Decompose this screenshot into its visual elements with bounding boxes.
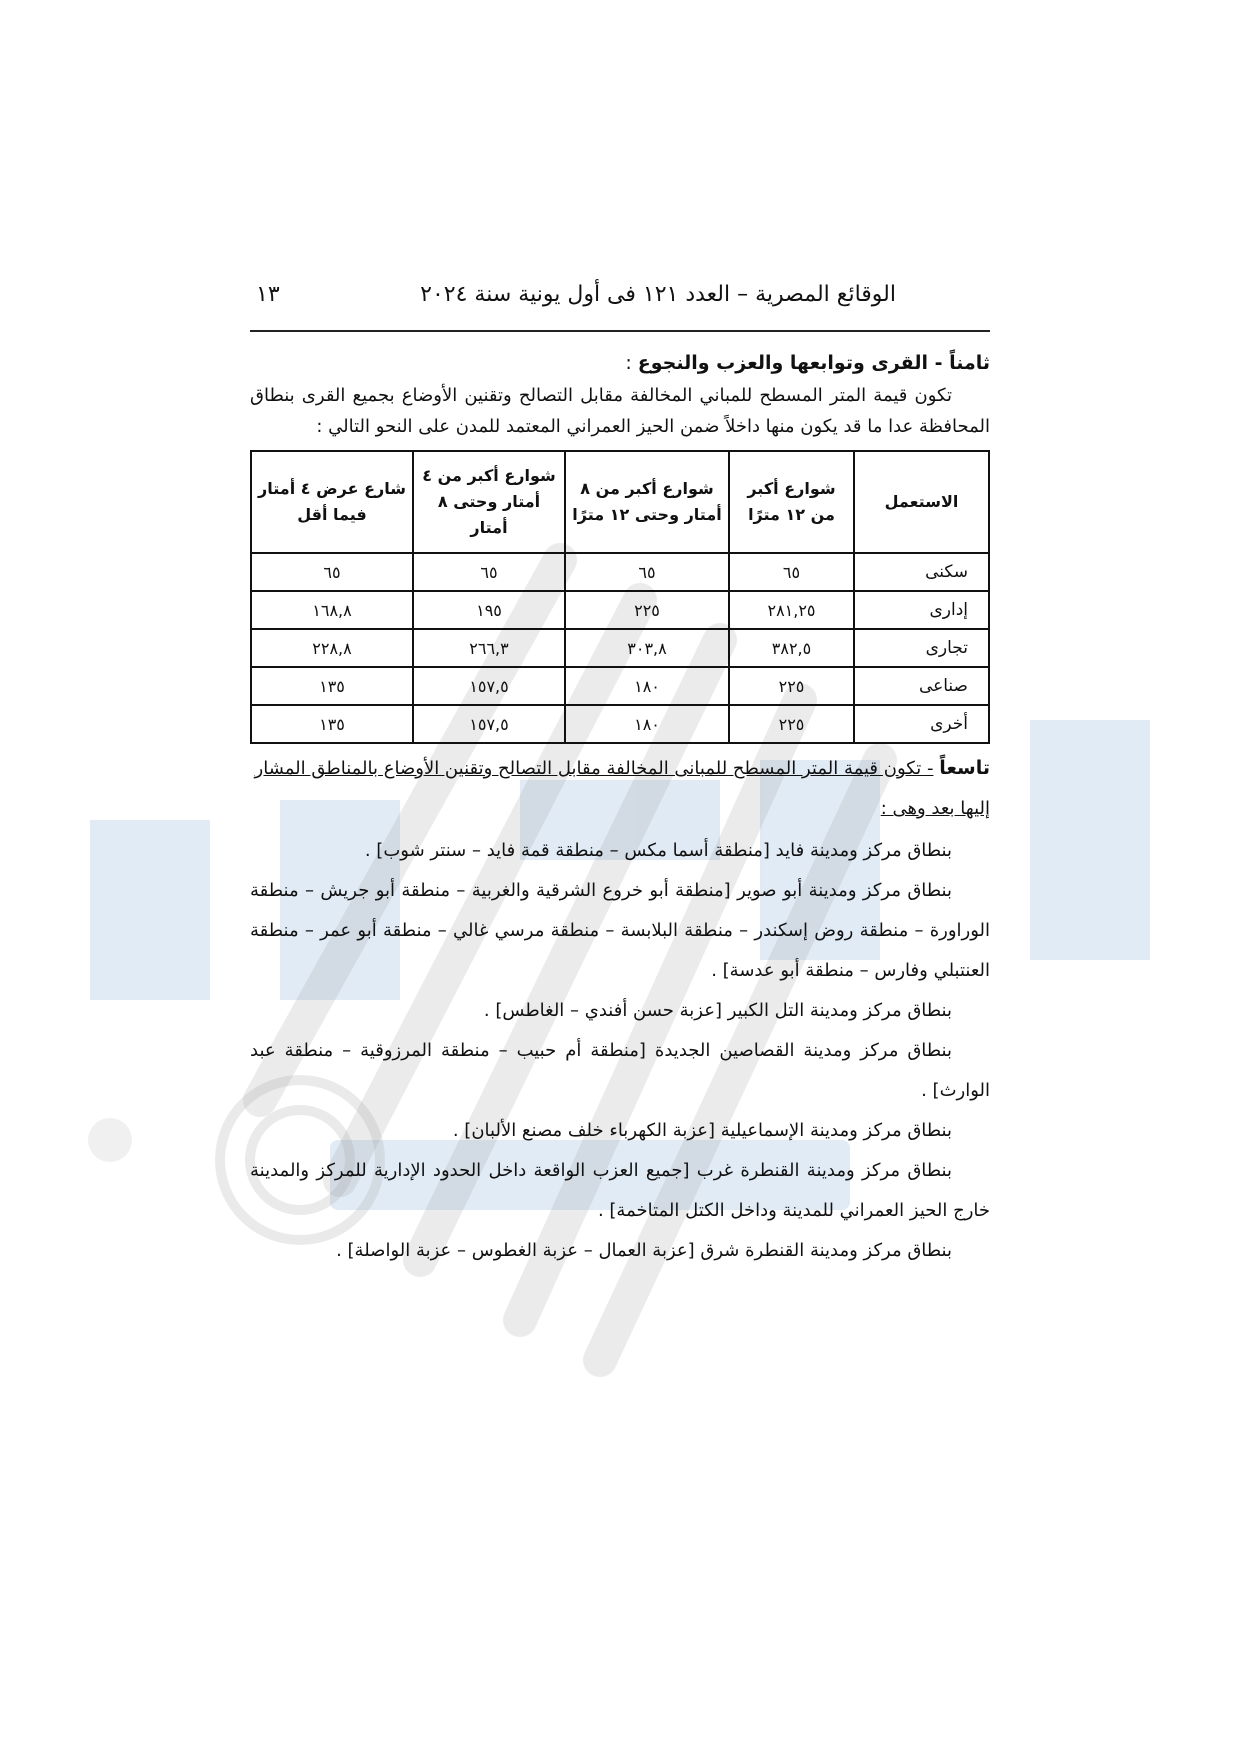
table-cell: ٣٠٣,٨ xyxy=(565,629,729,667)
list-item: بنطاق مركز ومدينة أبو صوير [منطقة أبو خروع الشرقية والغربية – منطقة أبو جريش – منطقة الوراورة – منطقة روض إسكندر – منطقة البلابسة – منطقة مرسي غالي – منطقة أبو عمر – منطقة العنتبلي وفارس – منطقة أبو عدسة] . xyxy=(250,880,990,981)
section-eight-title-suffix: : xyxy=(625,352,638,374)
table-cell: ٢٢٨,٨ xyxy=(251,629,413,667)
table-cell: ١٣٥ xyxy=(251,705,413,743)
table-row xyxy=(251,591,989,629)
table-cell-usage: تجارى xyxy=(854,629,989,667)
column-header-over-12m: شوارع أكبر من ١٢ مترًا xyxy=(729,451,854,553)
table-row xyxy=(251,667,989,705)
document-page xyxy=(250,278,990,1271)
table-cell: ٦٥ xyxy=(729,553,854,591)
list-item: بنطاق مركز ومدينة القنطرة غرب [جميع العزب الواقعة داخل الحدود الإدارية للمركز والمدينة خارج الحيز العمراني للمدينة وداخل الكتل المتاخمة] . xyxy=(250,1160,990,1221)
table-cell: ١٥٧,٥ xyxy=(413,667,565,705)
column-header-4m-or-less: شارع عرض ٤ أمتار فيما أقل xyxy=(251,451,413,553)
column-header-8-to-12m: شوارع أكبر من ٨ أمتار وحتى ١٢ مترًا xyxy=(565,451,729,553)
table-cell: ٢٨١,٢٥ xyxy=(729,591,854,629)
table-cell: ١٨٠ xyxy=(565,705,729,743)
price-table xyxy=(250,450,990,744)
column-header-4-to-8m: شوارع أكبر من ٤ أمتار وحتى ٨ أمتار xyxy=(413,451,565,553)
table-cell: ٢٢٥ xyxy=(565,591,729,629)
section-eight-paragraph: تكون قيمة المتر المسطح للمباني المخالفة مقابل التصالح وتقنين الأوضاع بجميع القرى بنطاق المحافظة عدا ما قد يكون منها داخلاً ضمن الحيز العمراني المعتمد للمدن على النحو التالي : xyxy=(250,385,990,437)
page-header xyxy=(250,278,990,332)
table-row xyxy=(251,553,989,591)
table-cell: ٢٢٥ xyxy=(729,667,854,705)
table-cell: ٦٥ xyxy=(413,553,565,591)
section-eight-heading xyxy=(250,352,990,374)
table-cell-usage: إدارى xyxy=(854,591,989,629)
table-cell: ١٨٠ xyxy=(565,667,729,705)
list-item: بنطاق مركز ومدينة القصاصين الجديدة [منطقة أم حبيب – منطقة المرزوقية – منطقة عبد الوارث] . xyxy=(250,1040,990,1101)
table-row xyxy=(251,705,989,743)
table-cell: ٦٥ xyxy=(565,553,729,591)
table-cell: ٢٢٥ xyxy=(729,705,854,743)
table-cell-usage: أخرى xyxy=(854,705,989,743)
table-cell-usage: سكنى xyxy=(854,553,989,591)
table-cell: ١٣٥ xyxy=(251,667,413,705)
list-item: بنطاق مركز ومدينة فايد [منطقة أسما مكس – منطقة قمة فايد – سنتر شوب] . xyxy=(364,840,952,861)
list-item: بنطاق مركز ومدينة القنطرة شرق [عزبة العمال – عزبة الغطوس – عزبة الواصلة] . xyxy=(336,1240,952,1261)
table-cell: ١٦٨,٨ xyxy=(251,591,413,629)
list-item: بنطاق مركز ومدينة التل الكبير [عزبة حسن أفندي – الغاطس] . xyxy=(483,1000,952,1021)
table-cell: ١٩٥ xyxy=(413,591,565,629)
list-item: بنطاق مركز ومدينة الإسماعيلية [عزبة الكهرباء خلف مصنع الألبان] . xyxy=(452,1120,952,1141)
table-cell: ١٥٧,٥ xyxy=(413,705,565,743)
table-cell: ٦٥ xyxy=(251,553,413,591)
page-number: ١٣ xyxy=(256,282,280,307)
table-cell: ٢٦٦,٣ xyxy=(413,629,565,667)
table-cell-usage: صناعى xyxy=(854,667,989,705)
section-nine-text: - تكون قيمة المتر المسطح للمبانى المخالفة مقابل التصالح وتقنين الأوضاع بالمناطق المشار إليها بعد وهى : xyxy=(254,758,990,819)
areas-list xyxy=(250,831,990,1271)
table-row xyxy=(251,629,989,667)
table-header-row xyxy=(251,451,989,553)
column-header-usage: الاستعمل xyxy=(854,451,989,553)
section-nine-label: تاسعاً xyxy=(939,757,990,779)
gazette-title: الوقائع المصرية – العدد ١٢١ فى أول يونية سنة ٢٠٢٤ xyxy=(420,282,896,307)
table-cell: ٣٨٢,٥ xyxy=(729,629,854,667)
section-eight-title: ثامناً - القرى وتوابعها والعزب والنجوع xyxy=(637,352,990,374)
section-nine-paragraph xyxy=(250,748,990,829)
